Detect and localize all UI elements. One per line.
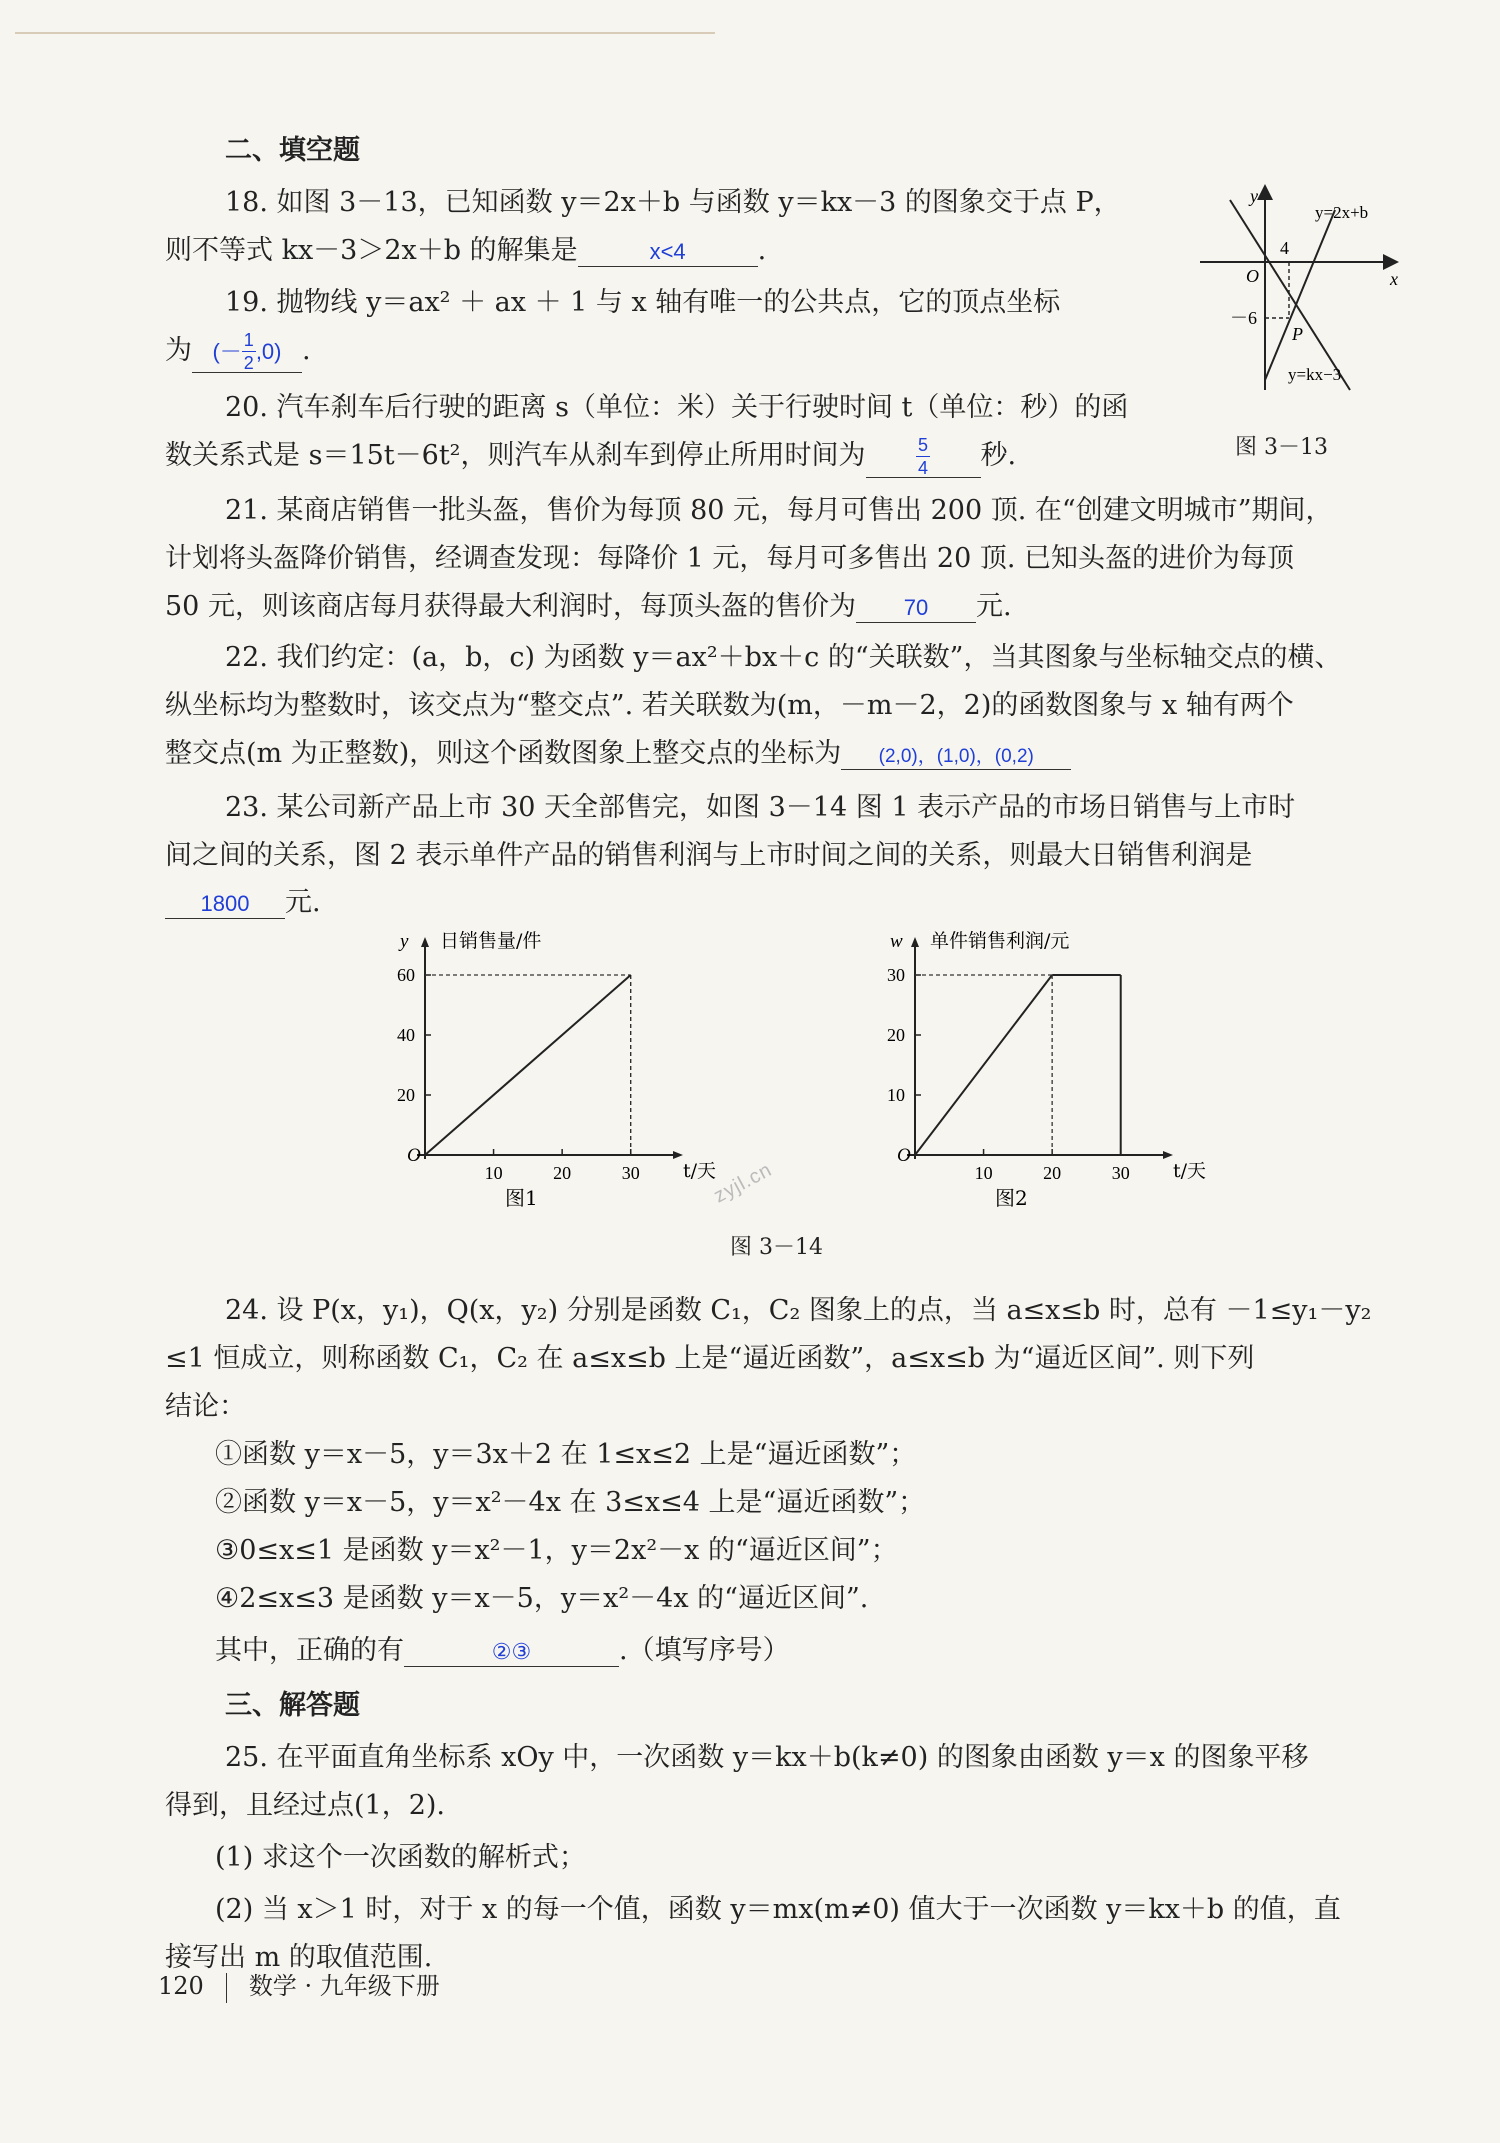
q24-line1: 24. 设 P(x，y₁)，Q(x，y₂) 分别是函数 C₁，C₂ 图象上的点，当 a≤x≤b 时，总有 －1≤y₁－y₂: [225, 1295, 1372, 1326]
q18-answer: x<4: [649, 239, 686, 264]
q24-answer: ②③: [491, 1639, 532, 1664]
page-footer: [158, 1966, 440, 2003]
fig313-label-y: y: [1250, 186, 1258, 206]
q19-answer-close: ,0): [255, 339, 282, 364]
fig313-line-kx: [1230, 200, 1350, 390]
chart1-caption: 图1: [505, 1186, 538, 1210]
q21-line2: 计划将头盔降价销售，经调查发现：每降价 1 元，每月可多售出 20 顶. 已知头盔的进价为每顶: [165, 543, 1295, 574]
q25-part2: (2) 当 x＞1 时，对于 x 的每一个值，函数 y＝mx(m≠0) 值大于一次函数 y＝kx＋b 的值，直: [215, 1894, 1341, 1925]
q22-text: 整交点(m 为正整数)，则这个函数图象上整交点的坐标为: [165, 738, 842, 769]
fig313-line2-label: y=kx−3: [1288, 365, 1342, 384]
q21-end: 元.: [975, 591, 1012, 622]
q19-line2: [165, 328, 311, 373]
watermark: zyjl.cn: [710, 1158, 776, 1208]
q19-end: .: [302, 335, 311, 366]
q23-answer-blank: [165, 887, 285, 919]
q19-text: 为: [165, 335, 192, 366]
q20-line2: [165, 433, 1016, 478]
fig313-label-o: O: [1246, 266, 1259, 286]
q21-line3: [165, 584, 1012, 623]
chart2-xtick-label: 10: [974, 1163, 993, 1183]
q23-answer: 1800: [200, 891, 250, 916]
q20-text: 数关系式是 s＝15t－6t²，则汽车从刹车到停止所用时间为: [165, 440, 866, 471]
fig314-caption: 图 3－14: [730, 1235, 823, 1260]
chart1-segment: [425, 975, 631, 1155]
chart2-segment: [915, 975, 1052, 1155]
q20-frac-num: 5: [917, 435, 928, 455]
fig313-label-x: x: [1390, 269, 1398, 289]
q24-conclusion-3: ③0≤x≤1 是函数 y＝x²－1，y＝2x²－x 的“逼近区间”；: [215, 1535, 898, 1566]
top-divider: [15, 32, 715, 34]
q24-answer-blank: [404, 1635, 619, 1667]
chart2-caption: 图2: [995, 1186, 1028, 1210]
chart1-xtick-label: 10: [484, 1163, 503, 1183]
chart2-xtick-label: 30: [1111, 1163, 1130, 1183]
fig313-label-4: 4: [1280, 238, 1289, 258]
chart2-origin: O: [897, 1145, 911, 1166]
q19-frac-num: 1: [243, 330, 254, 350]
q21-answer: 70: [903, 595, 929, 620]
q22-line3: [165, 731, 1071, 770]
chart1-x-arrow: [673, 1151, 683, 1159]
q23-line2: 间之间的关系，图 2 表示单件产品的销售利润与上市时间之间的关系，则最大日销售利润是: [165, 840, 1253, 871]
chart1-origin: O: [407, 1145, 421, 1166]
q21-answer-blank: [856, 591, 976, 623]
fig313-label-neg6: －6: [1230, 308, 1257, 328]
chart1-title: 日销售量/件: [440, 930, 542, 952]
q18-end: .: [757, 235, 767, 266]
section3-title: 三、解答题: [225, 1690, 360, 1721]
chart2-ytick-label: 10: [887, 1085, 905, 1105]
q19-answer-blank: [192, 331, 302, 373]
q18-line1: 18. 如图 3－13，已知函数 y＝2x＋b 与函数 y＝kx－3 的图象交于点 P，: [225, 187, 1121, 218]
q19-answer-open: (－: [212, 339, 242, 364]
q22-answer: (2,0)，(1,0)，(0,2): [878, 746, 1034, 767]
chart2-ytick-label: 30: [887, 965, 905, 985]
q20-end: 秒.: [980, 440, 1017, 471]
chart1-ytick-label: 60: [397, 965, 415, 985]
q20-line1: 20. 汽车刹车后行驶的距离 s（单位：米）关于行驶时间 t（单位：秒）的函: [225, 392, 1129, 423]
q24-conclusion-2: ②函数 y＝x－5，y＝x²－4x 在 3≤x≤4 上是“逼近函数”；: [215, 1487, 926, 1518]
q25-line2: 得到，且经过点(1，2).: [165, 1790, 446, 1821]
fig313-label-p: P: [1292, 324, 1303, 344]
q22-answer-blank: [841, 738, 1071, 770]
q23-line1: 23. 某公司新产品上市 30 天全部售完，如图 3－14 图 1 表示产品的市场日销售与上市时: [225, 792, 1296, 823]
q21-text: 50 元，则该商店每月获得最大利润时，每顶头盔的售价为: [165, 591, 856, 622]
q20-frac-den: 4: [917, 458, 928, 478]
section2-title: 二、填空题: [225, 135, 360, 166]
fig313-caption: 图 3－13: [1235, 435, 1328, 460]
chart-daily-sales: [380, 925, 717, 1225]
book-title: 数学 · 九年级下册: [248, 1972, 440, 2000]
q18-text: 则不等式 kx－3＞2x＋b 的解集是: [165, 235, 578, 266]
chart1-y-arrow: [421, 937, 429, 947]
q24-line2: ≤1 恒成立，则称函数 C₁，C₂ 在 a≤x≤b 上是“逼近函数”，a≤x≤b 为“逼近区间”. 则下列: [165, 1343, 1255, 1374]
q25-line1: 25. 在平面直角坐标系 xOy 中，一次函数 y＝kx＋b(k≠0) 的图象由函数 y＝x 的图象平移: [225, 1742, 1309, 1773]
chart2-xtick-label: 20: [1043, 1163, 1062, 1183]
chart1-xtick-label: 30: [621, 1163, 640, 1183]
q24-line3: 结论：: [165, 1391, 246, 1422]
fig313-line-2x: [1265, 210, 1335, 380]
fig313-line1-label: y=2x+b: [1315, 203, 1369, 222]
q24-conclusion-1: ①函数 y＝x－5，y＝3x＋2 在 1≤x≤2 上是“逼近函数”；: [215, 1439, 917, 1470]
q20-answer-blank: [866, 436, 981, 478]
q22-line1: 22. 我们约定：(a，b，c) 为函数 y＝ax²＋bx＋c 的“关联数”，当其图象与坐标轴交点的横、: [225, 642, 1342, 673]
q19-frac-den: 2: [243, 353, 254, 373]
page-number: 120: [158, 1972, 204, 2000]
q22-line2: 纵坐标均为整数时，该交点为“整交点”. 若关联数为(m，－m－2，2)的函数图象与 x 轴有两个: [165, 690, 1294, 721]
q19-line1: 19. 抛物线 y＝ax² ＋ ax ＋ 1 与 x 轴有唯一的公共点，它的顶点坐标: [225, 287, 1061, 318]
chart2-title: 单件销售利润/元: [930, 930, 1070, 952]
q24-conclusion-4: ④2≤x≤3 是函数 y＝x－5，y＝x²－4x 的“逼近区间”.: [215, 1583, 869, 1614]
chart1-ytick-label: 20: [397, 1085, 415, 1105]
chart2-y-arrow: [911, 937, 919, 947]
q24-text: 其中，正确的有: [215, 1635, 404, 1666]
chart-unit-profit: [870, 925, 1207, 1225]
q20-answer-fraction: [916, 436, 930, 477]
q18-line2: [165, 228, 766, 267]
chart1-ylabel: y: [400, 931, 409, 952]
chart2-x-arrow: [1163, 1151, 1173, 1159]
q21-line1: 21. 某商店销售一批头盔，售价为每顶 80 元，每月可售出 200 顶. 在“创建文明城市”期间，: [225, 495, 1333, 526]
chart2-xlabel: t/天: [1173, 1160, 1207, 1182]
q23-end: 元.: [285, 887, 321, 918]
q25-part2-cont: 接写出 m 的取值范围.: [165, 1942, 433, 1973]
q18-answer-blank: [578, 235, 758, 267]
q23-line3: [165, 880, 321, 919]
q19-answer-fraction: [242, 331, 256, 372]
q25-part1: (1) 求这个一次函数的解析式；: [215, 1842, 586, 1873]
chart1-xlabel: t/天: [683, 1160, 717, 1182]
chart2-ylabel: w: [890, 931, 903, 952]
chart1-ytick-label: 40: [397, 1025, 415, 1045]
q24-end: .（填写序号）: [619, 1635, 790, 1666]
q24-line8: [215, 1628, 790, 1667]
chart1-xtick-label: 20: [553, 1163, 572, 1183]
chart2-ytick-label: 20: [887, 1025, 905, 1045]
figure-3-13: [1190, 180, 1420, 430]
